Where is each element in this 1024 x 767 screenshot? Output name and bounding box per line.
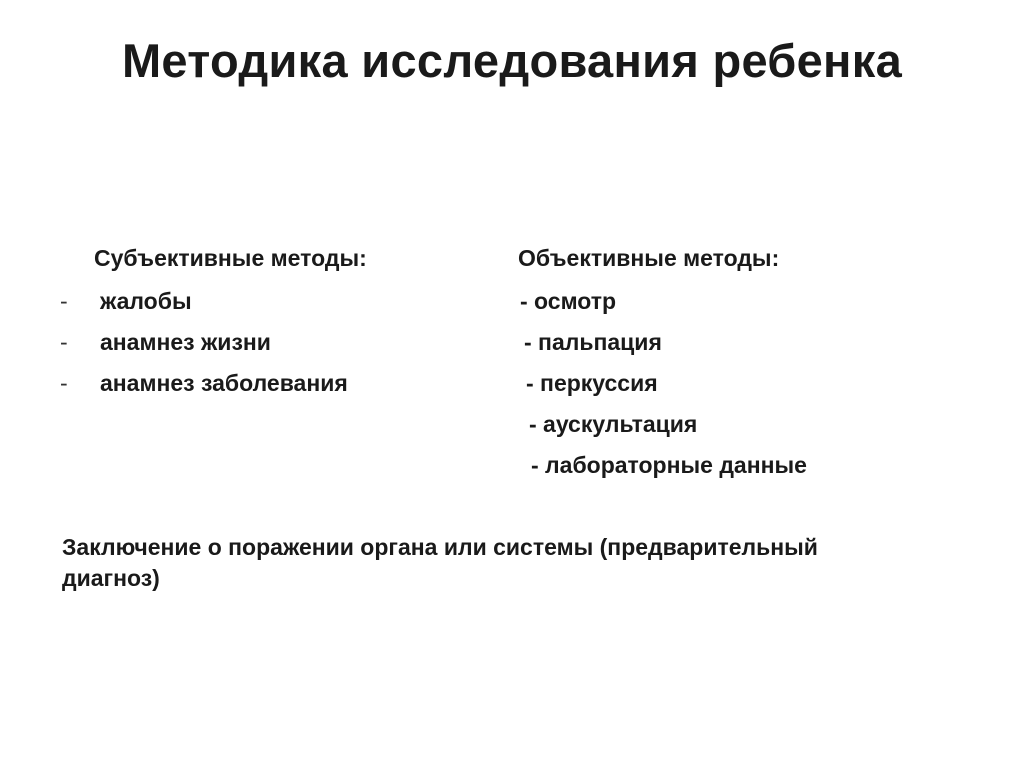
subjective-bullet-dash: - bbox=[60, 370, 68, 396]
objective-item-lab-data: - лабораторные данные bbox=[531, 452, 807, 478]
conclusion-text: Заключение о поражении органа или системы (предварительный диагноз) bbox=[62, 534, 818, 591]
objective-item-auscultation: - аускультация bbox=[529, 411, 698, 437]
subjective-item-life-history: анамнез жизни bbox=[100, 329, 271, 355]
subjective-item-disease-history: анамнез заболевания bbox=[100, 370, 348, 396]
subjective-methods-heading: Субъективные методы: bbox=[94, 245, 367, 271]
objective-item-palpation: - пальпация bbox=[524, 329, 662, 355]
objective-item-inspection: - осмотр bbox=[520, 288, 617, 314]
subjective-item-complaints: жалобы bbox=[100, 288, 192, 314]
objective-item-percussion: - перкуссия bbox=[526, 370, 658, 396]
subjective-bullet-dash: - bbox=[60, 288, 68, 314]
subjective-bullet-dash: - bbox=[60, 329, 68, 355]
slide-title: Методика исследования ребенка bbox=[121, 34, 903, 87]
objective-methods-heading: Объективные методы: bbox=[518, 245, 780, 271]
